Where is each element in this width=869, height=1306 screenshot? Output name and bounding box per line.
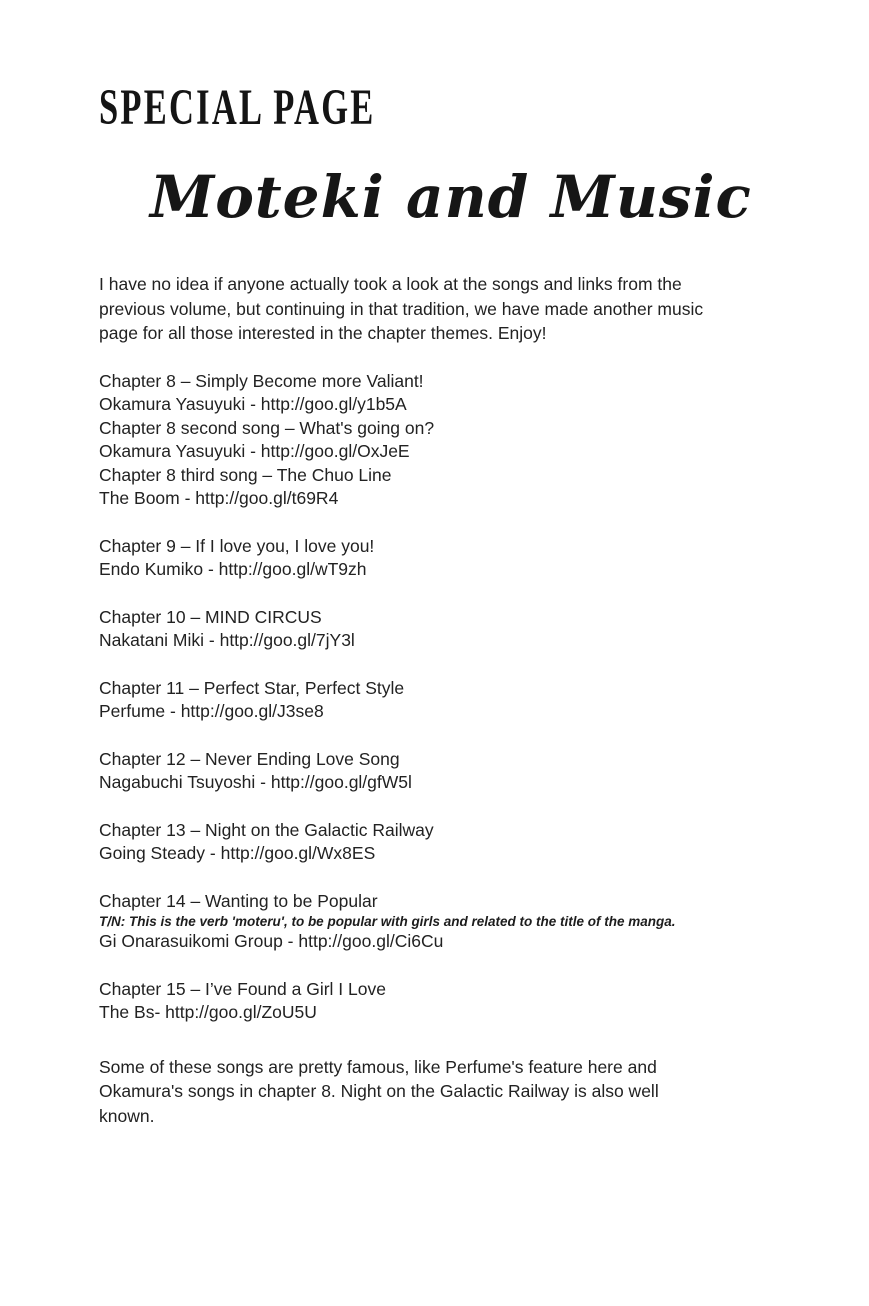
intro-line: previous volume, but continuing in that tradition, we have made another music [99,298,704,319]
chapter-10-song-link: Nakatani Miki - http://goo.gl/7jY3l [99,630,355,650]
intro-line: page for all those interested in the chapter themes. Enjoy! [99,323,547,343]
chapter-15-song-link: The Bs- http://goo.gl/ZoU5U [99,1002,317,1022]
chapter-10-title: Chapter 10 – MIND CIRCUS [99,606,322,627]
chapter-8-second-song-title: Chapter 8 second song – What's going on? [99,417,435,438]
intro-line: I have no idea if anyone actually took a look at the songs and links from the [99,274,682,294]
chapter-11-block [99,677,799,724]
chapter-12-song-link: Nagabuchi Tsuyoshi - http://goo.gl/gfW5l [99,772,412,792]
intro-paragraph [99,272,799,346]
chapter-11-song-link: Perfume - http://goo.gl/J3se8 [99,701,324,721]
outro-line: known. [99,1105,155,1126]
chapter-9-song-link: Endo Kumiko - http://goo.gl/wT9zh [99,559,367,579]
outro-line: Okamura's songs in chapter 8. Night on the Galactic Railway is also well [99,1081,659,1101]
outro-line: Some of these songs are pretty famous, like Perfume's feature here and [99,1056,657,1077]
chapter-8-title: Chapter 8 – Simply Become more Valiant! [99,370,424,391]
page-title: Moteki and Music [150,163,752,231]
chapter-12-block [99,748,799,795]
chapter-8-block [99,370,799,511]
chapter-10-block [99,606,799,653]
chapter-13-block [99,819,799,866]
chapter-8-third-song-title: Chapter 8 third song – The Chuo Line [99,464,392,485]
chapter-14-block [99,890,799,954]
chapter-8-third-song-link: The Boom - http://goo.gl/t69R4 [99,488,339,508]
chapter-9-title: Chapter 9 – If I love you, I love you! [99,535,375,556]
chapter-13-title: Chapter 13 – Night on the Galactic Railway [99,819,434,840]
chapter-15-block [99,978,799,1025]
chapter-8-song-link: Okamura Yasuyuki - http://goo.gl/y1b5A [99,394,407,414]
chapter-11-title: Chapter 11 – Perfect Star, Perfect Style [99,677,405,698]
chapter-14-title: Chapter 14 – Wanting to be Popular [99,890,378,911]
chapter-14-song-link: Gi Onarasuikomi Group - http://goo.gl/Ci6Cu [99,931,444,951]
outro-paragraph [99,1055,799,1129]
chapter-8-second-song-link: Okamura Yasuyuki - http://goo.gl/OxJeE [99,441,410,461]
chapter-12-title: Chapter 12 – Never Ending Love Song [99,748,400,769]
chapter-15-title: Chapter 15 – I’ve Found a Girl I Love [99,978,386,999]
special-page-heading: SPECIAL PAGE [99,78,376,135]
chapter-9-block [99,535,799,582]
chapter-13-song-link: Going Steady - http://goo.gl/Wx8ES [99,843,376,863]
translator-note: T/N: This is the verb 'moteru', to be popular with girls and related to the title of the manga. [99,914,676,929]
